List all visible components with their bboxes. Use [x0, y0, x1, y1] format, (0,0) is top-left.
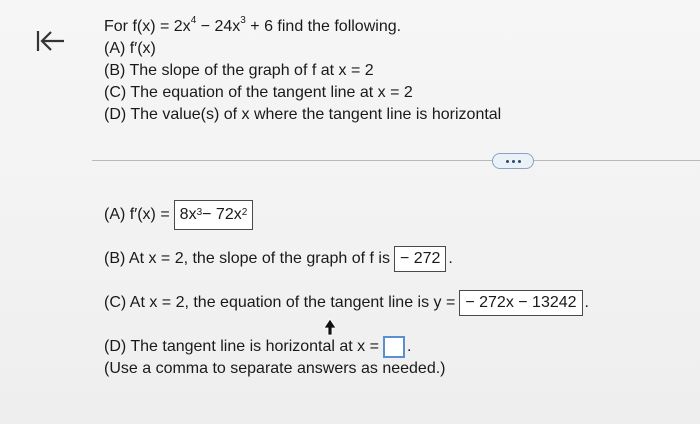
answer-a-term-1: 8x — [179, 206, 197, 223]
answer-b-field[interactable]: − 272 — [394, 246, 446, 272]
exponent-4: 4 — [190, 14, 197, 26]
answer-a-row — [104, 200, 253, 230]
ellipsis-icon — [512, 160, 515, 163]
part-c-text: (C) The equation of the tangent line at x = 2 — [104, 84, 413, 101]
answer-d-label: (D) The tangent line is horizontal at x = — [104, 338, 379, 355]
answer-a-label: (A) f′(x) = — [104, 206, 170, 223]
answer-b-row — [104, 246, 453, 272]
answer-b-period: . — [448, 250, 453, 267]
answer-c-period: . — [584, 294, 589, 311]
question-prompt — [104, 16, 501, 38]
ellipsis-icon — [506, 160, 509, 163]
back-to-start-icon[interactable] — [34, 28, 68, 54]
question-text — [104, 16, 501, 126]
answer-d-note: (Use a comma to separate answers as needed.) — [104, 360, 446, 377]
answer-c-label: (C) At x = 2, the equation of the tangent line is y = — [104, 294, 456, 311]
answer-a-term-2: − 72x — [202, 206, 242, 223]
prompt-suffix: + 6 find the following. — [245, 18, 402, 35]
answer-d-input[interactable] — [383, 336, 405, 358]
section-divider — [92, 160, 700, 161]
part-d-text: (D) The value(s) of x where the tangent line is horizontal — [104, 106, 502, 123]
answer-c-field[interactable]: − 272x − 13242 — [459, 290, 582, 316]
answer-a-field[interactable]: 8x $^3$ − 72x $^2$ — [174, 200, 254, 230]
answer-d-period: . — [406, 338, 412, 355]
prompt-mid: − 24x — [196, 18, 241, 35]
prompt-prefix: For f(x) = 2x — [104, 18, 191, 35]
answer-d-row — [104, 336, 411, 358]
part-a-text: (A) f′(x) — [104, 40, 156, 57]
more-options-button[interactable] — [492, 153, 534, 169]
exponent-3: 3 — [240, 14, 246, 26]
ellipsis-icon — [518, 160, 521, 163]
answer-b-label: (B) At x = 2, the slope of the graph of f is — [104, 250, 390, 267]
part-b-text: (B) The slope of the graph of f at x = 2 — [104, 62, 374, 79]
answer-c-row — [104, 290, 589, 316]
mouse-pointer-icon — [323, 318, 337, 338]
